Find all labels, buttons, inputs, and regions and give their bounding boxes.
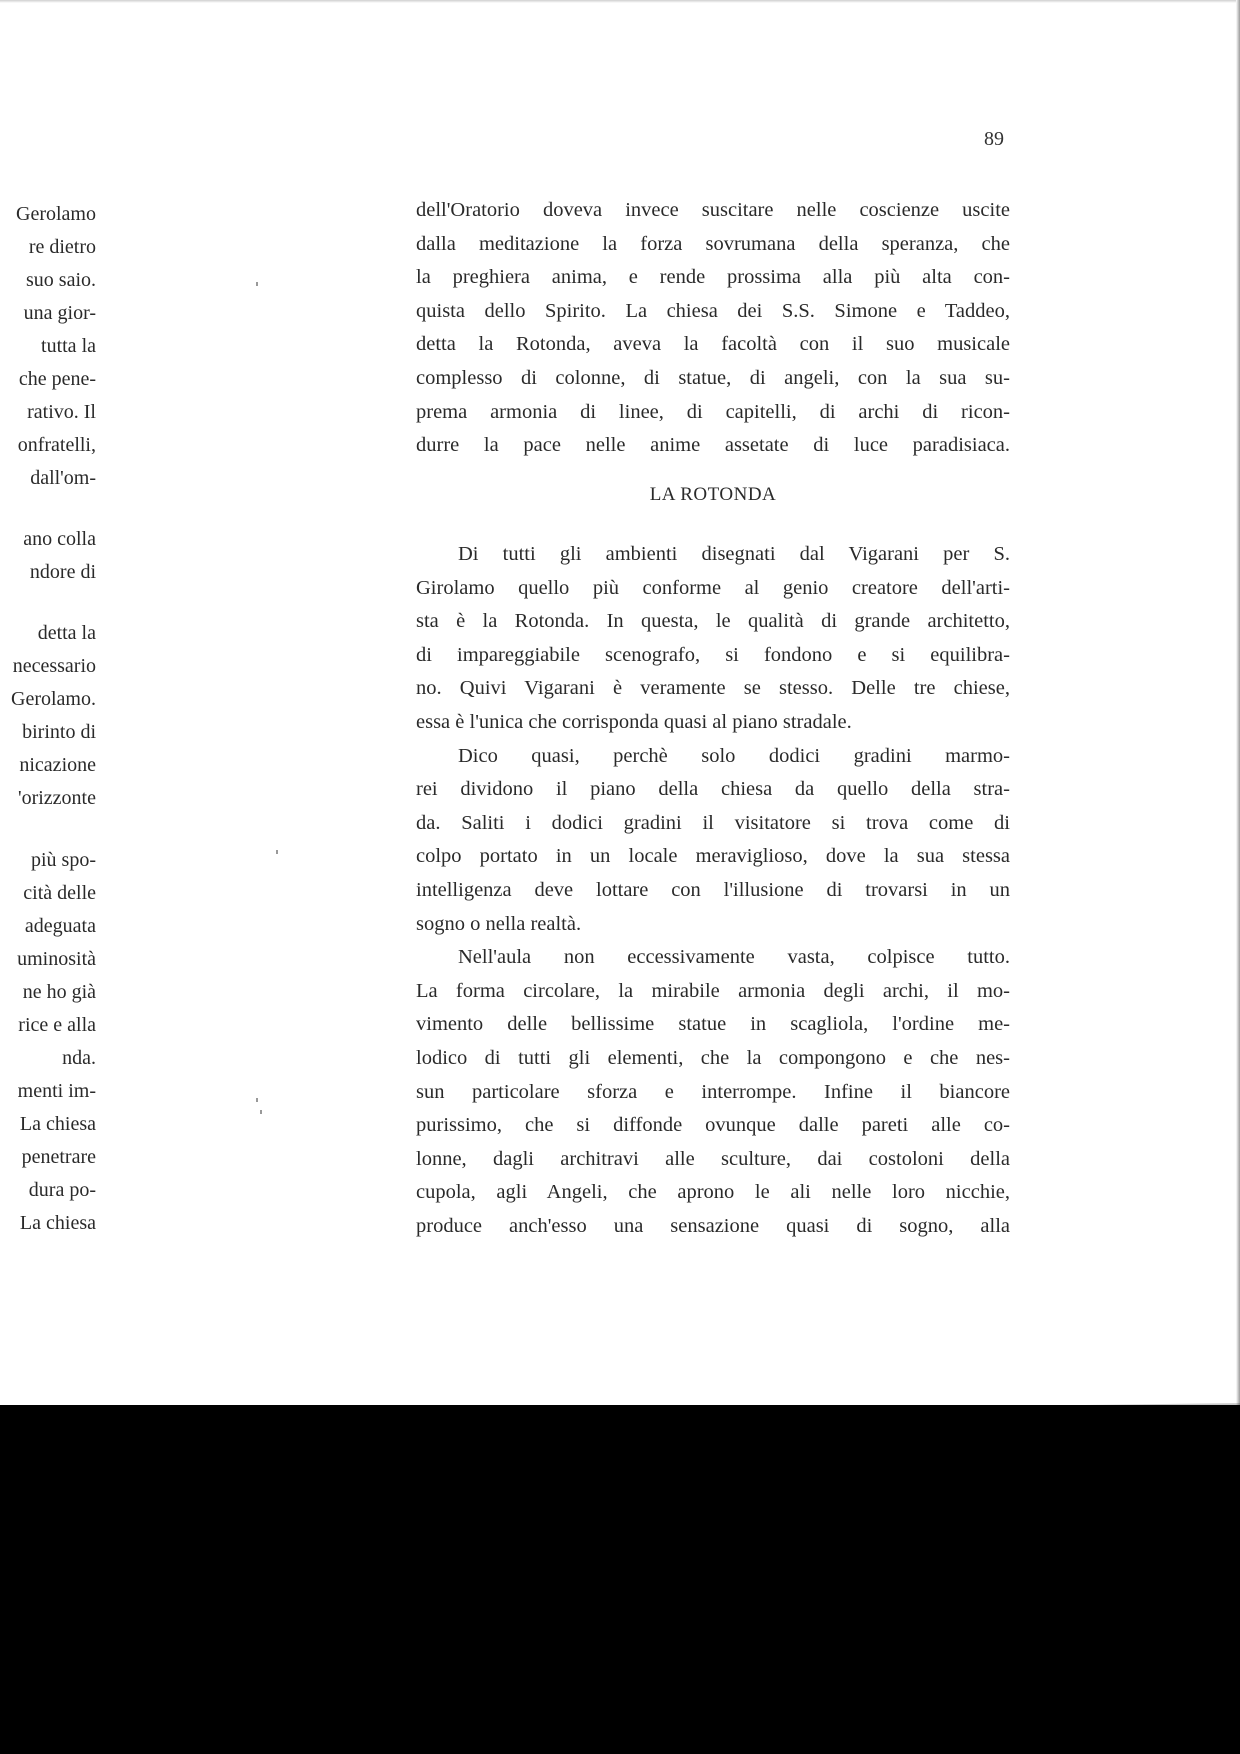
left-line: La chiesa — [19, 1113, 96, 1135]
left-line: nicazione — [19, 754, 96, 776]
section-body — [416, 538, 1010, 1243]
text-line: lodico di tutti gli elementi, che la compongono e che nes- — [416, 1046, 1010, 1069]
left-line: La chiesa — [19, 1212, 96, 1234]
paragraph-intro — [416, 194, 1010, 463]
text-line: no. Quivi Vigarani è veramente se stesso. Delle tre chiese, — [416, 677, 1010, 700]
text-line: Girolamo quello più conforme al genio creatore dell'arti- — [416, 576, 1010, 599]
left-line: ndore di — [29, 561, 96, 583]
text-line: di impareggiabile scenografo, si fondono e si equilibra- — [416, 643, 1010, 666]
text-line: Di tutti gli ambienti disegnati dal Vigarani per S. — [458, 543, 1010, 565]
text-line: sogno o nella realtà. — [416, 912, 582, 935]
left-line: più spo- — [31, 849, 96, 871]
scan-speck — [276, 850, 278, 854]
scanner-background — [0, 1405, 1240, 1754]
section-heading: LA ROTONDA — [649, 484, 777, 505]
left-line: birinto di — [22, 721, 96, 743]
text-line: sun particolare sforza e interrompe. Infine il biancore — [416, 1080, 1010, 1103]
left-line: adeguata — [24, 915, 96, 937]
text-line: dell'Oratorio doveva invece suscitare nelle coscienze uscite — [416, 199, 1010, 221]
scan-speck — [260, 1110, 262, 1114]
left-line: suo saio. — [26, 269, 96, 291]
left-line: Gerolamo — [16, 203, 96, 225]
text-line: quista dello Spirito. La chiesa dei S.S. Simone e Taddeo, — [416, 299, 1010, 322]
text-line: intelligenza deve lottare con l'illusione di trovarsi in un — [416, 878, 1010, 901]
text-line: cupola, agli Angeli, che aprono le ali nelle loro nicchie, — [416, 1181, 1010, 1204]
left-line: Gerolamo. — [11, 688, 96, 710]
text-line: Nell'aula non eccessivamente vasta, colpisce tutto. — [458, 946, 1010, 969]
page-number: 89 — [984, 128, 1004, 150]
text-line: durre la pace nelle anime assetate di luce paradisiaca. — [416, 434, 1010, 457]
text-line: sta è la Rotonda. In questa, le qualità di grande architetto, — [416, 610, 1010, 633]
left-page-fragment — [0, 199, 96, 1234]
left-line: dall'om- — [30, 467, 96, 489]
text-line: complesso di colonne, di statue, di angeli, con la sua su- — [416, 366, 1010, 389]
left-line: ano colla — [23, 528, 96, 550]
left-line: rativo. Il — [27, 401, 96, 423]
text-line: dalla meditazione la forza sovrumana della speranza, che — [416, 232, 1010, 255]
text-line: vimento delle bellissime statue in scagliola, l'ordine me- — [416, 1013, 1010, 1036]
left-line: penetrare — [21, 1146, 96, 1168]
text-line: essa è l'unica che corrisponda quasi al piano stradale. — [416, 710, 852, 733]
left-line: onfratelli, — [17, 434, 96, 456]
left-line: necessario — [12, 655, 96, 677]
left-line: nda. — [62, 1047, 96, 1069]
left-line: 'orizzonte — [17, 787, 96, 809]
text-line: Dico quasi, perchè solo dodici gradini marmo- — [458, 744, 1010, 767]
text-line: detta la Rotonda, aveva la facoltà con il suo musicale — [416, 333, 1010, 356]
left-line: menti im- — [17, 1080, 96, 1102]
left-line: una gior- — [23, 302, 96, 324]
left-line: uminosità — [17, 948, 96, 970]
scan-right-edge — [1236, 0, 1240, 1420]
text-line: colpo portato in un locale meraviglioso, dove la sua stessa — [416, 845, 1010, 868]
text-line: prema armonia di linee, di capitelli, di archi di ricon- — [416, 400, 1010, 423]
text-line: La forma circolare, la mirabile armonia degli archi, il mo- — [416, 979, 1010, 1002]
left-line: re dietro — [28, 236, 96, 258]
left-line: rice e alla — [18, 1014, 96, 1036]
left-line: ne ho già — [22, 981, 96, 1003]
scan-top-edge — [0, 0, 1240, 3]
text-line: da. Saliti i dodici gradini il visitatore si trova come di — [416, 811, 1010, 834]
text-line: rei dividono il piano della chiesa da quello della stra- — [416, 778, 1010, 801]
left-line: che pene- — [18, 368, 96, 390]
scan-speck — [256, 282, 258, 286]
scan-speck — [256, 1098, 258, 1102]
left-line: dura po- — [28, 1179, 96, 1201]
text-line: produce anch'esso una sensazione quasi di sogno, alla — [416, 1214, 1010, 1237]
text-line: lonne, dagli architravi alle sculture, dai costoloni della — [416, 1147, 1010, 1170]
left-line: detta la — [37, 622, 96, 644]
left-line: tutta la — [41, 335, 96, 357]
text-line: purissimo, che si diffonde ovunque dalle pareti alle co- — [416, 1114, 1010, 1137]
text-line: la preghiera anima, e rende prossima alla più alta con- — [416, 266, 1010, 289]
left-line: cità delle — [23, 882, 96, 904]
